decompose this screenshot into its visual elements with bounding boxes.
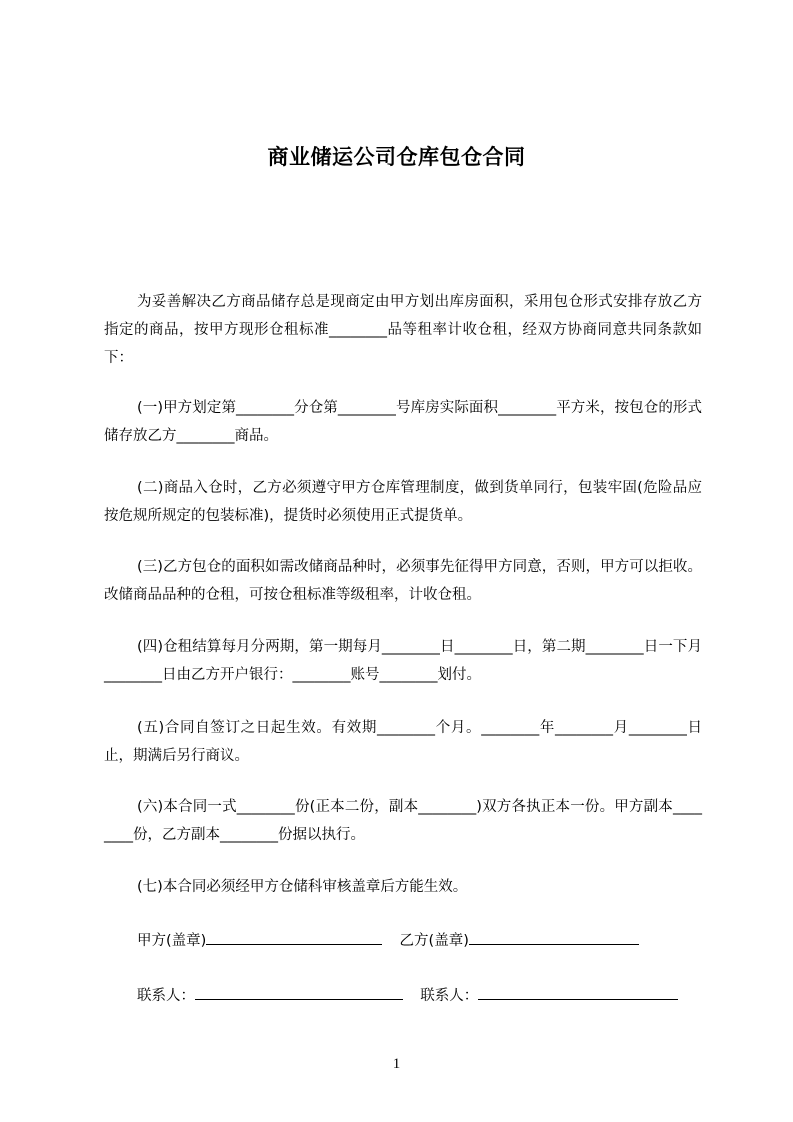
clause-7: (七)本合同必须经甲方仓储科审核盖章后方能生效。 <box>137 879 468 895</box>
clause-3: (三)乙方包仓的面积如需改储商品种时，必须事先征得甲方同意，否则，甲方可以拒收。改储商品品种的仓租，可按仓租标准等级租率，计收仓租。 <box>104 559 702 603</box>
party-b-seal-label: 乙方(盖章) <box>399 933 469 949</box>
clause-5: (五)合同自签订之日起生效。有效期________个月。________年________月________日止，期满后另行商议。 <box>104 720 702 764</box>
clause-1: (一)甲方划定第________分仓第________号库房实际面积________平方米，按包仓的形式储存放乙方________商品。 <box>104 400 702 444</box>
party-b-seal-blank <box>469 928 639 945</box>
page-number: 1 <box>392 1056 401 1072</box>
contact-signature-line <box>137 982 707 1010</box>
party-a-seal-label: 甲方(盖章) <box>137 933 207 949</box>
clause-2: (二)商品入仓时，乙方必须遵守甲方仓库管理制度，做到货单同行，包装牢固(危险品应按危规所规定的包装标准)，提货时必须使用正式提货单。 <box>104 480 702 524</box>
party-b-contact-label: 联系人： <box>420 988 479 1004</box>
document-title: 商业储运公司仓库包仓合同 <box>267 145 526 169</box>
party-a-seal-blank <box>206 928 382 945</box>
seal-signature-line <box>137 927 707 955</box>
clause-6: (六)本合同一式________份(正本二份，副本________)双方各执正本一份。甲方副本________份，乙方副本________份据以执行。 <box>104 799 702 843</box>
clause-4: (四)仓租结算每月分两期，第一期每月________日________日，第二期________日一下月________日由乙方开户银行：________账号________划付。 <box>104 639 702 683</box>
party-a-contact-blank <box>195 983 403 1000</box>
intro-paragraph: 为妥善解决乙方商品储存总是现商定由甲方划出库房面积，采用包仓形式安排存放乙方指定的商品，按甲方现形仓租标准________品等租率计收仓租，经双方协商同意共同条款如下： <box>104 294 702 366</box>
party-b-contact-blank <box>478 983 678 1000</box>
party-a-contact-label: 联系人： <box>137 988 195 1004</box>
